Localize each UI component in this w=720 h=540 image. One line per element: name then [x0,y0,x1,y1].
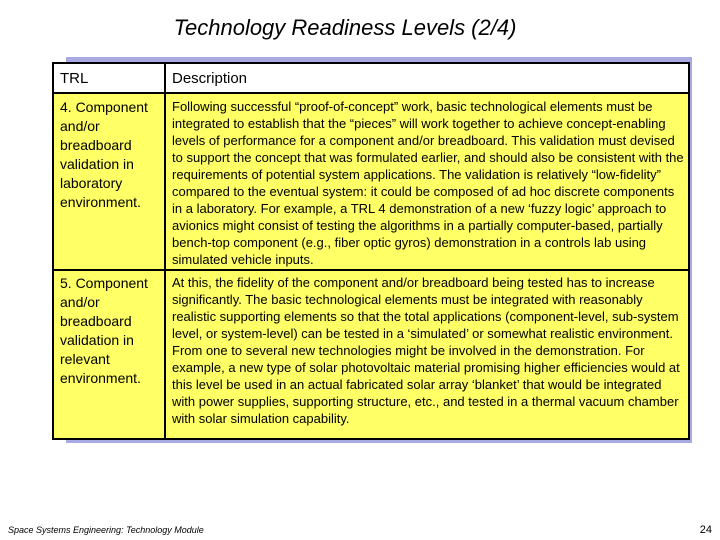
trl-table [52,62,690,440]
header-trl: TRL [60,70,89,87]
trl-4-label: 4. Component and/or breadboard validation in laboratory environment. [60,99,148,210]
trl-5-label: 5. Component and/or breadboard validation in relevant environment. [60,275,148,386]
row-divider [54,269,688,271]
page-number: 24 [699,524,712,536]
column-divider [164,64,166,438]
footer-course-title: Space Systems Engineering: Technology Module [8,525,204,535]
table-header-row [54,64,688,94]
trl-4-description: Following successful “proof-of-concept” work, basic technological elements must be integrated to establish that the “pieces” will work together to achieve concept-enabling levels of performance for a component and/or breadboard. This validation must devised to support the concept that was formulated earlier, and should also be consistent with the requirements of potential system applications. The validation is relatively “low-fidelity” compared to the eventual system: it could be composed of ad hoc discrete components in a laboratory. For example, a TRL 4 demonstration of a new ‘fuzzy logic’ approach to avionics might consist of testing the algorithms in a partially computer-based, partially bench-top component (e.g., fiber optic gyros) demonstration in a controls lab using simulated vehicle inputs. [172,99,684,267]
slide-title: Technology Readiness Levels (2/4) [173,15,517,40]
trl-5-description: At this, the fidelity of the component and/or breadboard being tested has to increase significantly. The basic technological elements must be integrated with reasonably realistic supporting elements so that the total applications (component-level, sub-system level, or system-level) can be tested in a ‘simulated’ or somewhat realistic environment. From one to several new technologies might be involved in the demonstration. For example, a new type of solar photovoltaic material promising higher efficiencies would at this level be used in an actual fabricated solar array ‘blanket’ that would be integrated with power supplies, supporting structure, etc., and tested in a thermal vacuum chamber with solar simulation capability. [172,275,680,426]
header-description: Description [172,70,248,87]
